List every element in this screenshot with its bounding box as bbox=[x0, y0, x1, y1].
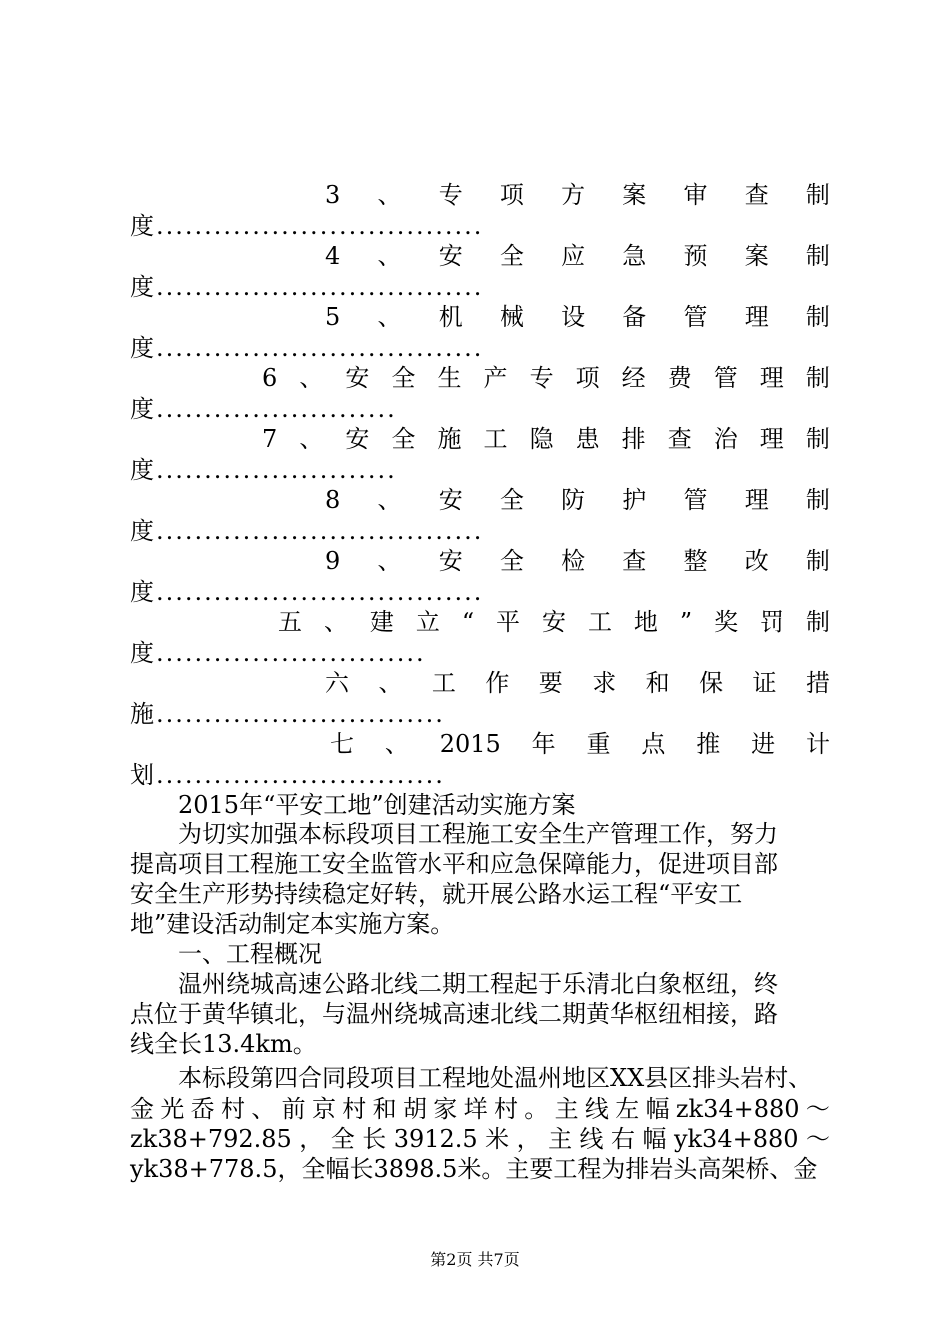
toc-token: 安 bbox=[542, 608, 566, 636]
text-token: 和 bbox=[372, 1095, 397, 1123]
toc-token: 管 bbox=[683, 486, 708, 514]
text-token: 线 bbox=[584, 1095, 609, 1123]
toc-token: 罚 bbox=[760, 608, 785, 636]
para1-line-3: 线全长13.4km。 bbox=[130, 1030, 317, 1058]
toc-token: 制 bbox=[805, 486, 830, 514]
toc-token: 、 bbox=[377, 303, 402, 331]
toc-token: 工 bbox=[587, 608, 612, 636]
toc-entry-leader: 施.............................. bbox=[130, 700, 445, 728]
toc-token: 患 bbox=[575, 425, 600, 453]
toc-token: 生 bbox=[437, 364, 462, 392]
text-token: 胡 bbox=[402, 1095, 427, 1123]
text-token: 主 bbox=[548, 1125, 573, 1153]
toc-token: 、 bbox=[377, 547, 402, 575]
toc-token: 安 bbox=[438, 547, 463, 575]
toc-token: 年 bbox=[531, 730, 556, 758]
text-token: ， bbox=[299, 1125, 324, 1153]
toc-token: 制 bbox=[806, 608, 830, 636]
intro-line-2: 提高项目工程施工安全监管水平和应急保障能力，促进项目部 bbox=[130, 850, 778, 878]
toc-token: 计 bbox=[805, 730, 830, 758]
toc-token: 平 bbox=[496, 608, 521, 636]
toc-token: 进 bbox=[751, 730, 776, 758]
toc-token: ” bbox=[679, 608, 693, 636]
toc-token: 项 bbox=[575, 364, 600, 392]
text-token: ～ bbox=[805, 1095, 830, 1123]
toc-token: 制 bbox=[805, 364, 830, 392]
toc-token: 检 bbox=[561, 547, 586, 575]
toc-entry-heading bbox=[325, 485, 830, 515]
toc-token: 整 bbox=[683, 547, 708, 575]
toc-token: 施 bbox=[437, 425, 462, 453]
toc-entry-leader: 度.................................. bbox=[130, 273, 484, 301]
toc-token: 立 bbox=[415, 608, 440, 636]
text-token: yk34+880 bbox=[673, 1125, 799, 1153]
toc-token: 3 bbox=[325, 181, 341, 209]
toc-entry-leader: 度.................................. bbox=[130, 578, 484, 606]
toc-token: 6 bbox=[262, 364, 278, 392]
toc-token: 措 bbox=[805, 669, 830, 697]
toc-token: 理 bbox=[759, 425, 784, 453]
toc-token: 、 bbox=[384, 730, 409, 758]
para2-line-3 bbox=[130, 1124, 830, 1154]
toc-token: 案 bbox=[622, 181, 647, 209]
toc-token: 机 bbox=[438, 303, 463, 331]
toc-token: 安 bbox=[345, 364, 370, 392]
toc-token: 设 bbox=[561, 303, 586, 331]
toc-token: 急 bbox=[622, 242, 647, 270]
toc-token: 作 bbox=[485, 669, 510, 697]
para1-line-2: 点位于黄华镇北，与温州绕城高速北线二期黄华枢纽相接，路 bbox=[130, 1000, 778, 1028]
toc-token: 七 bbox=[330, 730, 354, 758]
intro-line-3: 安全生产形势持续稳定好转，就开展公路水运工程“平安工 bbox=[130, 880, 743, 908]
text-token: 家 bbox=[433, 1095, 458, 1123]
intro-line-4: 地”建设活动制定本实施方案。 bbox=[130, 910, 455, 938]
toc-token: 安 bbox=[438, 242, 463, 270]
toc-token: 方 bbox=[561, 181, 586, 209]
para2-line-4: yk38+778.5，全幅长3898.5米。主要工程为排岩头高架桥、金 bbox=[130, 1155, 818, 1183]
toc-token: 求 bbox=[592, 669, 617, 697]
toc-entry-heading bbox=[325, 546, 830, 576]
toc-token: 产 bbox=[483, 364, 508, 392]
toc-token: 制 bbox=[805, 181, 830, 209]
toc-token: 经 bbox=[621, 364, 646, 392]
text-token: 3912.5 bbox=[393, 1125, 478, 1153]
text-token: 主 bbox=[554, 1095, 579, 1123]
toc-entry-leader: 度.................................. bbox=[130, 212, 484, 240]
toc-token: “ bbox=[461, 608, 475, 636]
toc-token: 防 bbox=[561, 486, 586, 514]
text-token: 岙 bbox=[190, 1095, 215, 1123]
toc-entry-heading bbox=[325, 241, 830, 271]
toc-token: 械 bbox=[499, 303, 524, 331]
toc-token: 推 bbox=[696, 730, 721, 758]
toc-token: 案 bbox=[744, 242, 769, 270]
toc-entry-heading bbox=[262, 424, 830, 454]
text-token: zk38+792.85 bbox=[130, 1125, 292, 1153]
text-token: 左 bbox=[615, 1095, 640, 1123]
toc-entry-leader: 度............................ bbox=[130, 639, 426, 667]
text-token: 长 bbox=[362, 1125, 387, 1153]
toc-token: 工 bbox=[431, 669, 456, 697]
toc-token: 应 bbox=[561, 242, 586, 270]
toc-entry-leader: 度......................... bbox=[130, 456, 397, 484]
toc-entry-heading bbox=[325, 302, 830, 332]
toc-entry-heading bbox=[325, 180, 830, 210]
toc-token: 安 bbox=[438, 486, 463, 514]
toc-token: 安 bbox=[345, 425, 370, 453]
toc-token: 项 bbox=[499, 181, 524, 209]
text-token: 金 bbox=[130, 1095, 154, 1123]
toc-token: 、 bbox=[377, 181, 402, 209]
toc-token: 、 bbox=[377, 242, 402, 270]
section-heading: 一、工程概况 bbox=[178, 940, 322, 968]
toc-entry-leader: 度.................................. bbox=[130, 517, 484, 545]
toc-token: 五 bbox=[278, 608, 302, 636]
toc-token: 理 bbox=[759, 364, 784, 392]
text-token: 线 bbox=[579, 1125, 604, 1153]
toc-token: 制 bbox=[805, 425, 830, 453]
toc-token: 点 bbox=[641, 730, 666, 758]
toc-token: 地 bbox=[633, 608, 658, 636]
text-token: zk34+880 bbox=[675, 1095, 800, 1123]
toc-token: 排 bbox=[621, 425, 646, 453]
toc-token: 查 bbox=[667, 425, 692, 453]
toc-token: 费 bbox=[667, 364, 692, 392]
toc-token: 备 bbox=[622, 303, 647, 331]
text-token: 村 bbox=[493, 1095, 518, 1123]
text-token: 村 bbox=[342, 1095, 367, 1123]
toc-token: 8 bbox=[325, 486, 341, 514]
toc-token: 理 bbox=[744, 303, 769, 331]
toc-token: 7 bbox=[262, 425, 278, 453]
toc-token: 全 bbox=[391, 425, 416, 453]
toc-token: 改 bbox=[744, 547, 769, 575]
toc-entry-leader: 划.............................. bbox=[130, 761, 445, 789]
toc-token: 4 bbox=[325, 242, 341, 270]
toc-token: 保 bbox=[699, 669, 724, 697]
toc-token: 全 bbox=[499, 547, 524, 575]
toc-token: 奖 bbox=[714, 608, 739, 636]
text-token: 光 bbox=[160, 1095, 185, 1123]
toc-token: 制 bbox=[805, 547, 830, 575]
text-token: 幅 bbox=[642, 1125, 667, 1153]
toc-token: 9 bbox=[325, 547, 341, 575]
text-token: ， bbox=[516, 1125, 541, 1153]
text-token: 垟 bbox=[463, 1095, 488, 1123]
toc-token: 5 bbox=[325, 303, 341, 331]
toc-token: 、 bbox=[377, 486, 402, 514]
text-token: 右 bbox=[611, 1125, 636, 1153]
para2-line-1: 本标段第四合同段项目工程地处温州地区XX县区排头岩村、 bbox=[178, 1064, 813, 1092]
toc-token: 、 bbox=[299, 425, 324, 453]
toc-token: 查 bbox=[622, 547, 647, 575]
toc-token: 工 bbox=[483, 425, 508, 453]
toc-token: 专 bbox=[438, 181, 463, 209]
toc-token: 查 bbox=[744, 181, 769, 209]
toc-token: 全 bbox=[499, 486, 524, 514]
toc-token: 制 bbox=[805, 242, 830, 270]
toc-token: 要 bbox=[538, 669, 563, 697]
toc-entry-leader: 度......................... bbox=[130, 395, 397, 423]
text-token: 、 bbox=[251, 1095, 276, 1123]
toc-token: 2015 bbox=[439, 730, 501, 758]
toc-token: 、 bbox=[299, 364, 324, 392]
text-token: 全 bbox=[330, 1125, 355, 1153]
text-token: 。 bbox=[524, 1095, 549, 1123]
toc-token: 、 bbox=[378, 669, 403, 697]
toc-token: 隐 bbox=[529, 425, 554, 453]
toc-token: 全 bbox=[499, 242, 524, 270]
toc-token: 治 bbox=[713, 425, 738, 453]
text-token: 幅 bbox=[645, 1095, 670, 1123]
toc-entry-leader: 度.................................. bbox=[130, 334, 484, 362]
page-footer: 第2页 共7页 bbox=[430, 1250, 520, 1269]
text-token: 前 bbox=[281, 1095, 306, 1123]
toc-entry-heading bbox=[325, 668, 830, 698]
text-token: 村 bbox=[220, 1095, 245, 1123]
toc-token: 预 bbox=[683, 242, 708, 270]
toc-token: 建 bbox=[369, 608, 394, 636]
toc-entry-heading bbox=[330, 729, 830, 759]
toc-token: 理 bbox=[744, 486, 769, 514]
toc-token: 护 bbox=[622, 486, 647, 514]
text-token: 米 bbox=[485, 1125, 510, 1153]
toc-token: 专 bbox=[529, 364, 554, 392]
text-token: ～ bbox=[805, 1125, 830, 1153]
toc-token: 六 bbox=[325, 669, 349, 697]
toc-token: 重 bbox=[586, 730, 611, 758]
para2-line-2 bbox=[130, 1094, 830, 1124]
toc-token: 证 bbox=[752, 669, 777, 697]
toc-token: 管 bbox=[683, 303, 708, 331]
toc-entry-heading bbox=[278, 607, 830, 637]
toc-token: 、 bbox=[323, 608, 348, 636]
document-title: 2015年“平安工地”创建活动实施方案 bbox=[178, 791, 576, 819]
toc-token: 制 bbox=[805, 303, 830, 331]
para1-line-1: 温州绕城高速公路北线二期工程起于乐清北白象枢纽，终 bbox=[178, 970, 778, 998]
toc-token: 管 bbox=[713, 364, 738, 392]
text-token: 京 bbox=[311, 1095, 336, 1123]
toc-token: 和 bbox=[645, 669, 670, 697]
toc-token: 全 bbox=[391, 364, 416, 392]
toc-token: 审 bbox=[683, 181, 708, 209]
toc-entry-heading bbox=[262, 363, 830, 393]
intro-line-1: 为切实加强本标段项目工程施工安全生产管理工作，努力 bbox=[178, 820, 778, 848]
